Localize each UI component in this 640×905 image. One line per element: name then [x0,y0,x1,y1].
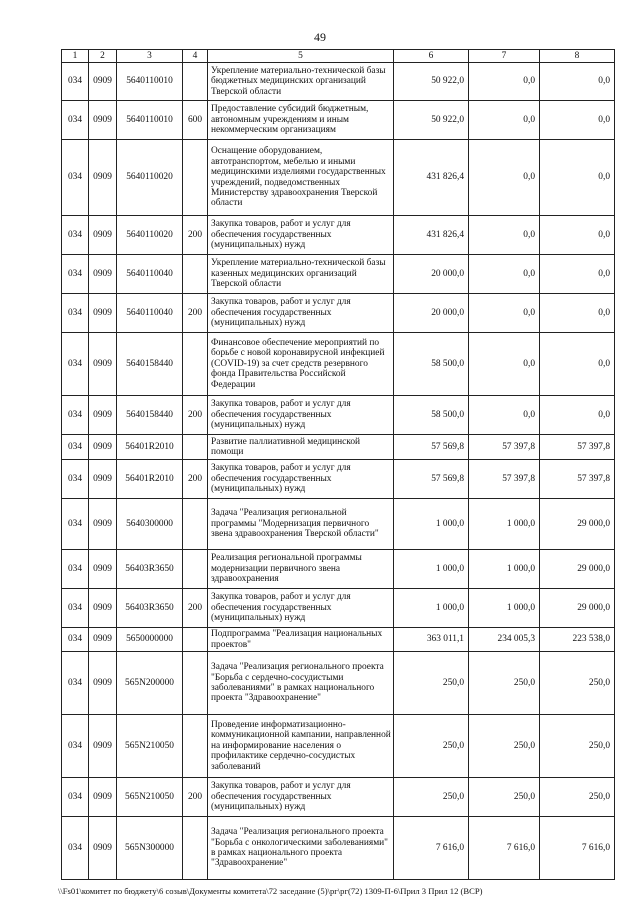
cell-amount-col7: 0,0 [469,140,540,216]
cell-target-code: 5640110010 [117,101,183,140]
cell-target-code: 56401R2010 [117,435,183,460]
cell-admin-code: 034 [62,652,89,715]
cell-expense-type [183,435,208,460]
cell-amount-col7: 57 397,8 [469,460,540,499]
cell-amount-col8: 0,0 [540,216,615,255]
cell-target-code: 5640300000 [117,499,183,550]
cell-amount-col6: 57 569,8 [394,460,469,499]
cell-amount-col6: 250,0 [394,778,469,817]
cell-section-code: 0909 [89,140,117,216]
cell-target-code: 565N210050 [117,778,183,817]
cell-target-code: 5640110020 [117,140,183,216]
cell-expense-type: 200 [183,460,208,499]
cell-amount-col8: 0,0 [540,255,615,294]
cell-target-code: 56403R3650 [117,589,183,628]
cell-amount-col7: 250,0 [469,715,540,778]
cell-amount-col8: 29 000,0 [540,550,615,589]
cell-amount-col7: 0,0 [469,396,540,435]
cell-target-code: 5640110040 [117,294,183,333]
cell-amount-col8: 57 397,8 [540,435,615,460]
cell-amount-col7: 0,0 [469,216,540,255]
cell-section-code: 0909 [89,101,117,140]
cell-amount-col7: 0,0 [469,294,540,333]
table-row [62,499,615,550]
cell-admin-code: 034 [62,499,89,550]
header-row [62,50,615,63]
table-row [62,101,615,140]
cell-expense-type: 600 [183,101,208,140]
cell-item-name: Оснащение оборудованием, автотранспортом, мебелью и иными медицинскими изделиями государственных учреждений, подведомственных Министерству здравоохранения Тверской области [208,140,394,216]
budget-table [61,49,615,880]
header-cell: 7 [469,50,540,63]
cell-amount-col7: 57 397,8 [469,435,540,460]
cell-amount-col8: 29 000,0 [540,499,615,550]
cell-expense-type [183,652,208,715]
cell-admin-code: 034 [62,817,89,880]
file-path-footer: \\Fs01\комитет по бюджету\6 созыв\Документы комитета\72 заседание (5)\рг\рг(72) 1309-П-6\Прил 3 Прил 12 (ВСР) [58,886,483,896]
cell-amount-col7: 1 000,0 [469,550,540,589]
cell-amount-col6: 431 826,4 [394,140,469,216]
header-cell: 1 [62,50,89,63]
cell-section-code: 0909 [89,216,117,255]
cell-amount-col6: 1 000,0 [394,589,469,628]
cell-amount-col7: 0,0 [469,255,540,294]
cell-section-code: 0909 [89,396,117,435]
cell-amount-col8: 0,0 [540,101,615,140]
cell-expense-type [183,333,208,396]
cell-item-name: Закупка товаров, работ и услуг для обеспечения государственных (муниципальных) нужд [208,396,394,435]
cell-target-code: 5640110020 [117,216,183,255]
table-row [62,63,615,101]
cell-amount-col6: 250,0 [394,715,469,778]
table-row [62,216,615,255]
cell-item-name: Закупка товаров, работ и услуг для обеспечения государственных (муниципальных) нужд [208,460,394,499]
cell-item-name: Укрепление материально-технической базы казенных медицинских организаций Тверской области [208,255,394,294]
table-row [62,715,615,778]
cell-amount-col8: 0,0 [540,396,615,435]
table-row [62,778,615,817]
cell-amount-col6: 58 500,0 [394,333,469,396]
cell-item-name: Финансовое обеспечение мероприятий по борьбе с новой коронавирусной инфекцией (COVID-19) за счет средств резервного фонда Правительства Российской Федерации [208,333,394,396]
cell-target-code: 565N210050 [117,715,183,778]
cell-admin-code: 034 [62,294,89,333]
cell-target-code: 5650000000 [117,628,183,652]
cell-expense-type [183,715,208,778]
cell-amount-col8: 0,0 [540,140,615,216]
cell-amount-col7: 250,0 [469,652,540,715]
cell-section-code: 0909 [89,715,117,778]
table-row [62,255,615,294]
cell-section-code: 0909 [89,255,117,294]
table-row [62,294,615,333]
table-row [62,460,615,499]
cell-target-code: 565N200000 [117,652,183,715]
cell-section-code: 0909 [89,333,117,396]
cell-item-name: Закупка товаров, работ и услуг для обеспечения государственных (муниципальных) нужд [208,216,394,255]
cell-amount-col7: 1 000,0 [469,589,540,628]
cell-target-code: 5640110010 [117,63,183,101]
cell-amount-col6: 1 000,0 [394,499,469,550]
cell-amount-col6: 20 000,0 [394,294,469,333]
header-cell: 5 [208,50,394,63]
cell-amount-col6: 20 000,0 [394,255,469,294]
cell-amount-col6: 58 500,0 [394,396,469,435]
table-row [62,817,615,880]
cell-amount-col8: 250,0 [540,778,615,817]
cell-target-code: 56403R3650 [117,550,183,589]
cell-expense-type [183,628,208,652]
cell-amount-col7: 0,0 [469,63,540,101]
cell-amount-col8: 0,0 [540,333,615,396]
cell-admin-code: 034 [62,255,89,294]
cell-amount-col6: 250,0 [394,652,469,715]
table-row [62,652,615,715]
cell-amount-col8: 223 538,0 [540,628,615,652]
cell-target-code: 56401R2010 [117,460,183,499]
cell-expense-type: 200 [183,589,208,628]
cell-item-name: Укрепление материально-технической базы бюджетных медицинских организаций Тверской области [208,63,394,101]
header-cell: 6 [394,50,469,63]
cell-section-code: 0909 [89,652,117,715]
cell-amount-col7: 234 005,3 [469,628,540,652]
cell-expense-type [183,550,208,589]
cell-amount-col8: 0,0 [540,63,615,101]
header-cell: 3 [117,50,183,63]
page-number: 49 [314,30,326,44]
table-row [62,435,615,460]
cell-section-code: 0909 [89,817,117,880]
cell-item-name: Подпрограмма "Реализация национальных проектов" [208,628,394,652]
cell-amount-col7: 0,0 [469,101,540,140]
table-row [62,140,615,216]
cell-item-name: Реализация региональной программы модернизации первичного звена здравоохранения [208,550,394,589]
cell-amount-col6: 50 922,0 [394,101,469,140]
cell-section-code: 0909 [89,778,117,817]
cell-admin-code: 034 [62,63,89,101]
cell-amount-col8: 250,0 [540,652,615,715]
cell-item-name: Закупка товаров, работ и услуг для обеспечения государственных (муниципальных) нужд [208,589,394,628]
cell-amount-col6: 7 616,0 [394,817,469,880]
table-row [62,333,615,396]
cell-target-code: 5640110040 [117,255,183,294]
cell-amount-col6: 431 826,4 [394,216,469,255]
cell-item-name: Развитие паллиативной медицинской помощи [208,435,394,460]
cell-amount-col7: 7 616,0 [469,817,540,880]
table-row [62,550,615,589]
cell-amount-col8: 250,0 [540,715,615,778]
cell-amount-col8: 29 000,0 [540,589,615,628]
cell-section-code: 0909 [89,499,117,550]
cell-item-name: Закупка товаров, работ и услуг для обеспечения государственных (муниципальных) нужд [208,294,394,333]
table-row [62,396,615,435]
table-row [62,628,615,652]
cell-section-code: 0909 [89,628,117,652]
cell-expense-type [183,817,208,880]
cell-item-name: Задача "Реализация регионального проекта "Борьба с сердечно-сосудистыми заболеваниями" в рамках национального проекта "Здравоохранение" [208,652,394,715]
cell-section-code: 0909 [89,589,117,628]
cell-amount-col7: 1 000,0 [469,499,540,550]
cell-admin-code: 034 [62,628,89,652]
cell-item-name: Проведение информатизационно-коммуникационной кампании, направленной на информирование населения о профилактике сердечно-сосудистых заболеваний [208,715,394,778]
cell-admin-code: 034 [62,101,89,140]
header-cell: 8 [540,50,615,63]
cell-expense-type [183,140,208,216]
cell-item-name: Закупка товаров, работ и услуг для обеспечения государственных (муниципальных) нужд [208,778,394,817]
cell-admin-code: 034 [62,715,89,778]
table-row [62,589,615,628]
cell-amount-col7: 0,0 [469,333,540,396]
cell-section-code: 0909 [89,435,117,460]
cell-expense-type [183,499,208,550]
cell-amount-col6: 363 011,1 [394,628,469,652]
cell-admin-code: 034 [62,589,89,628]
cell-amount-col8: 7 616,0 [540,817,615,880]
cell-target-code: 5640158440 [117,333,183,396]
cell-amount-col6: 57 569,8 [394,435,469,460]
cell-admin-code: 034 [62,460,89,499]
cell-amount-col8: 0,0 [540,294,615,333]
cell-section-code: 0909 [89,294,117,333]
cell-admin-code: 034 [62,140,89,216]
header-cell: 4 [183,50,208,63]
cell-admin-code: 034 [62,396,89,435]
cell-item-name: Предоставление субсидий бюджетным, автономным учреждениям и иным некоммерческим организациям [208,101,394,140]
cell-expense-type [183,255,208,294]
cell-amount-col8: 57 397,8 [540,460,615,499]
cell-expense-type [183,63,208,101]
cell-expense-type: 200 [183,778,208,817]
cell-item-name: Задача "Реализация регионального проекта "Борьба с онкологическими заболеваниями" в рамках национального проекта "Здравоохранение" [208,817,394,880]
cell-target-code: 5640158440 [117,396,183,435]
cell-target-code: 565N300000 [117,817,183,880]
cell-admin-code: 034 [62,778,89,817]
cell-amount-col6: 1 000,0 [394,550,469,589]
cell-admin-code: 034 [62,435,89,460]
cell-section-code: 0909 [89,550,117,589]
cell-amount-col7: 250,0 [469,778,540,817]
cell-admin-code: 034 [62,550,89,589]
cell-section-code: 0909 [89,63,117,101]
cell-admin-code: 034 [62,216,89,255]
cell-expense-type: 200 [183,294,208,333]
cell-item-name: Задача "Реализация региональной программы "Модернизация первичного звена здравоохранения Тверской области" [208,499,394,550]
cell-amount-col6: 50 922,0 [394,63,469,101]
header-cell: 2 [89,50,117,63]
cell-admin-code: 034 [62,333,89,396]
cell-expense-type: 200 [183,396,208,435]
cell-section-code: 0909 [89,460,117,499]
cell-expense-type: 200 [183,216,208,255]
